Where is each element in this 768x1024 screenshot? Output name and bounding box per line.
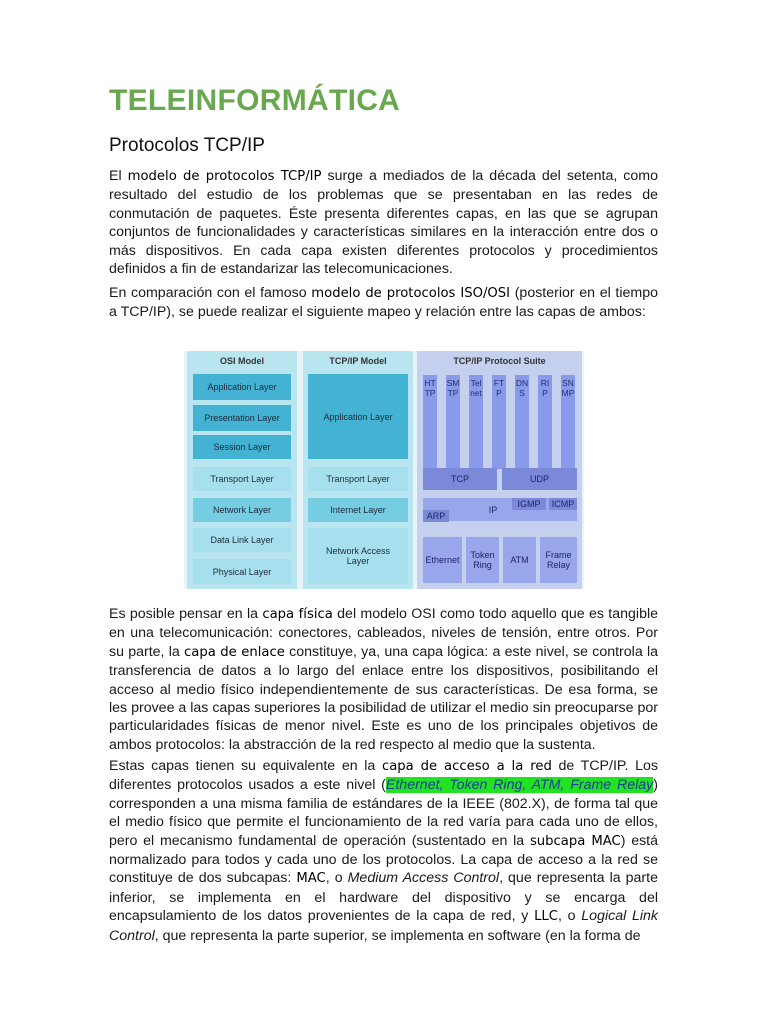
osi-data-link-layer: Data Link Layer (193, 528, 291, 552)
osi-tcpip-diagram (184, 351, 584, 589)
highlighted-protocol-list: Ethernet, Token Ring, ATM, Frame Relay (385, 777, 654, 794)
protocol-token-ring: Token Ring (466, 537, 499, 583)
osi-transport-layer: Transport Layer (193, 467, 291, 491)
paragraph-comparison (109, 284, 658, 322)
text: , o (325, 870, 348, 887)
protocol-suite-column (417, 351, 582, 589)
protocol-ip: IP (488, 505, 498, 515)
tcpip-model-column (303, 351, 413, 589)
osi-physical-layer: Physical Layer (193, 559, 291, 584)
text: (posterior en el tiempo a TCP/IP), se puede realizar el siguiente mapeo y relación entre las capas de ambos: (109, 285, 658, 321)
keyword-capa-acceso-red: capa de acceso a la red (381, 759, 552, 774)
protocol-icmp: ICMP (549, 498, 577, 510)
text: surge a mediados de la década del setenta, como resultado del estudio de los problemas que se presentaban en las redes de conmutación de paquetes. Éste presenta diferentes capas, en las que se agrupan conjuntos de funcionalidades y características similares en la interacción entre dos o más dispositivos. En cada capa existen diferentes protocolos y procedimientos definidos a fin de estandarizar las telecomunicaciones. (109, 168, 659, 278)
text: , o (557, 908, 582, 925)
text: En comparación con el famoso (109, 285, 312, 301)
protocol-dns: DNS (515, 375, 529, 469)
text: El (109, 168, 128, 184)
term-logical-link-control: Logical Link Control (109, 908, 658, 944)
osi-model-column (187, 351, 297, 589)
osi-session-layer: Session Layer (193, 435, 291, 459)
text: del modelo OSI como todo aquello que es tangible en una telecomunicación: conectores, cableados, niveles de tensión, entre otros. Por su parte, la (109, 606, 659, 660)
text: Estas capas tienen su equivalente en la (109, 758, 382, 774)
osi-application-layer: Application Layer (193, 374, 291, 400)
protocol-igmp: IGMP (512, 498, 546, 510)
keyword-iso-osi-model: modelo de protocolos ISO/OSI (311, 286, 511, 301)
text: constituye, ya, una capa lógica: a este nivel, se controla la transferencia de datos a lo largo del enlace entre los dispositivos, posibilitando el acceso al medio físico independientemente de sus características. De esa forma, se les provee a las capas superiores la posibilidad de utilizar el medio sin preocuparse por particularidades físicas de menor nivel. Este es uno de los principales objetivos de ambos protocolos: la abstracción de la red respecto al medio que la sustenta. (109, 643, 658, 753)
paragraph-physical-layer (109, 605, 658, 754)
tcpip-internet-layer: Internet Layer (308, 498, 408, 522)
document-title: TELEINFORMÁTICA (109, 84, 401, 117)
protocol-suite-header: TCP/IP Protocol Suite (453, 356, 546, 366)
protocol-atm: ATM (503, 537, 536, 583)
text: Es posible pensar en la (109, 606, 263, 622)
keyword-tcpip-model: modelo de protocolos TCP/IP (127, 169, 322, 184)
term-medium-access-control: Medium Access Control (347, 870, 500, 887)
keyword-subcapa-mac: subcapa MAC (529, 833, 621, 849)
osi-network-layer: Network Layer (193, 498, 291, 522)
protocol-snmp: SNMP (561, 375, 575, 469)
text: , que representa la parte inferior, se implementa en el hardware del dispositivo y se encarga del encapsulamiento de los datos provenientes de la capa de red, y (109, 870, 658, 925)
keyword-capa-enlace: capa de enlace (184, 644, 285, 660)
tcpip-application-layer: Application Layer (308, 374, 408, 459)
protocol-ethernet: Ethernet (423, 537, 462, 583)
paragraph-intro (109, 167, 658, 278)
tcpip-transport-layer: Transport Layer (308, 467, 408, 491)
protocol-telnet: Telnet (469, 375, 483, 469)
protocol-tcp: TCP (423, 468, 497, 490)
protocol-ftp: FTP (492, 375, 506, 469)
paragraph-network-access (109, 757, 658, 945)
text: ) está normalizado para todos y cada uno de los protocolos. La capa de acceso a la red se constituye de dos subcapas: (109, 832, 659, 887)
protocol-udp: UDP (502, 468, 577, 490)
keyword-llc: LLC (534, 909, 558, 925)
protocol-smtp: SMTP (446, 375, 460, 469)
protocol-frame-relay: Frame Relay (540, 537, 577, 583)
section-heading: Protocolos TCP/IP (109, 135, 265, 156)
protocol-arp: ARP (423, 510, 449, 522)
protocol-rip: RIP (538, 375, 552, 469)
text: , que representa la parte superior, se implementa en software (en la forma de (154, 927, 641, 944)
tcpip-network-access-layer: Network Access Layer (308, 528, 408, 584)
text: de TCP/IP. Los diferentes protocolos usados a este nivel ( (109, 758, 659, 794)
osi-presentation-layer: Presentation Layer (193, 405, 291, 431)
keyword-mac: MAC (296, 871, 326, 887)
protocol-http: HTTP (423, 375, 437, 469)
text: ) corresponden a una misma familia de estándares de la IEEE (802.X), de forma tal que el medio físico que permite el funcionamiento de la red varía para cada uno de ellos, pero el mecanismo fundamental de operación (sustentado en la (109, 777, 658, 849)
osi-model-header: OSI Model (219, 356, 264, 366)
keyword-capa-fisica: capa física (262, 607, 333, 622)
tcpip-model-header: TCP/IP Model (329, 356, 387, 366)
